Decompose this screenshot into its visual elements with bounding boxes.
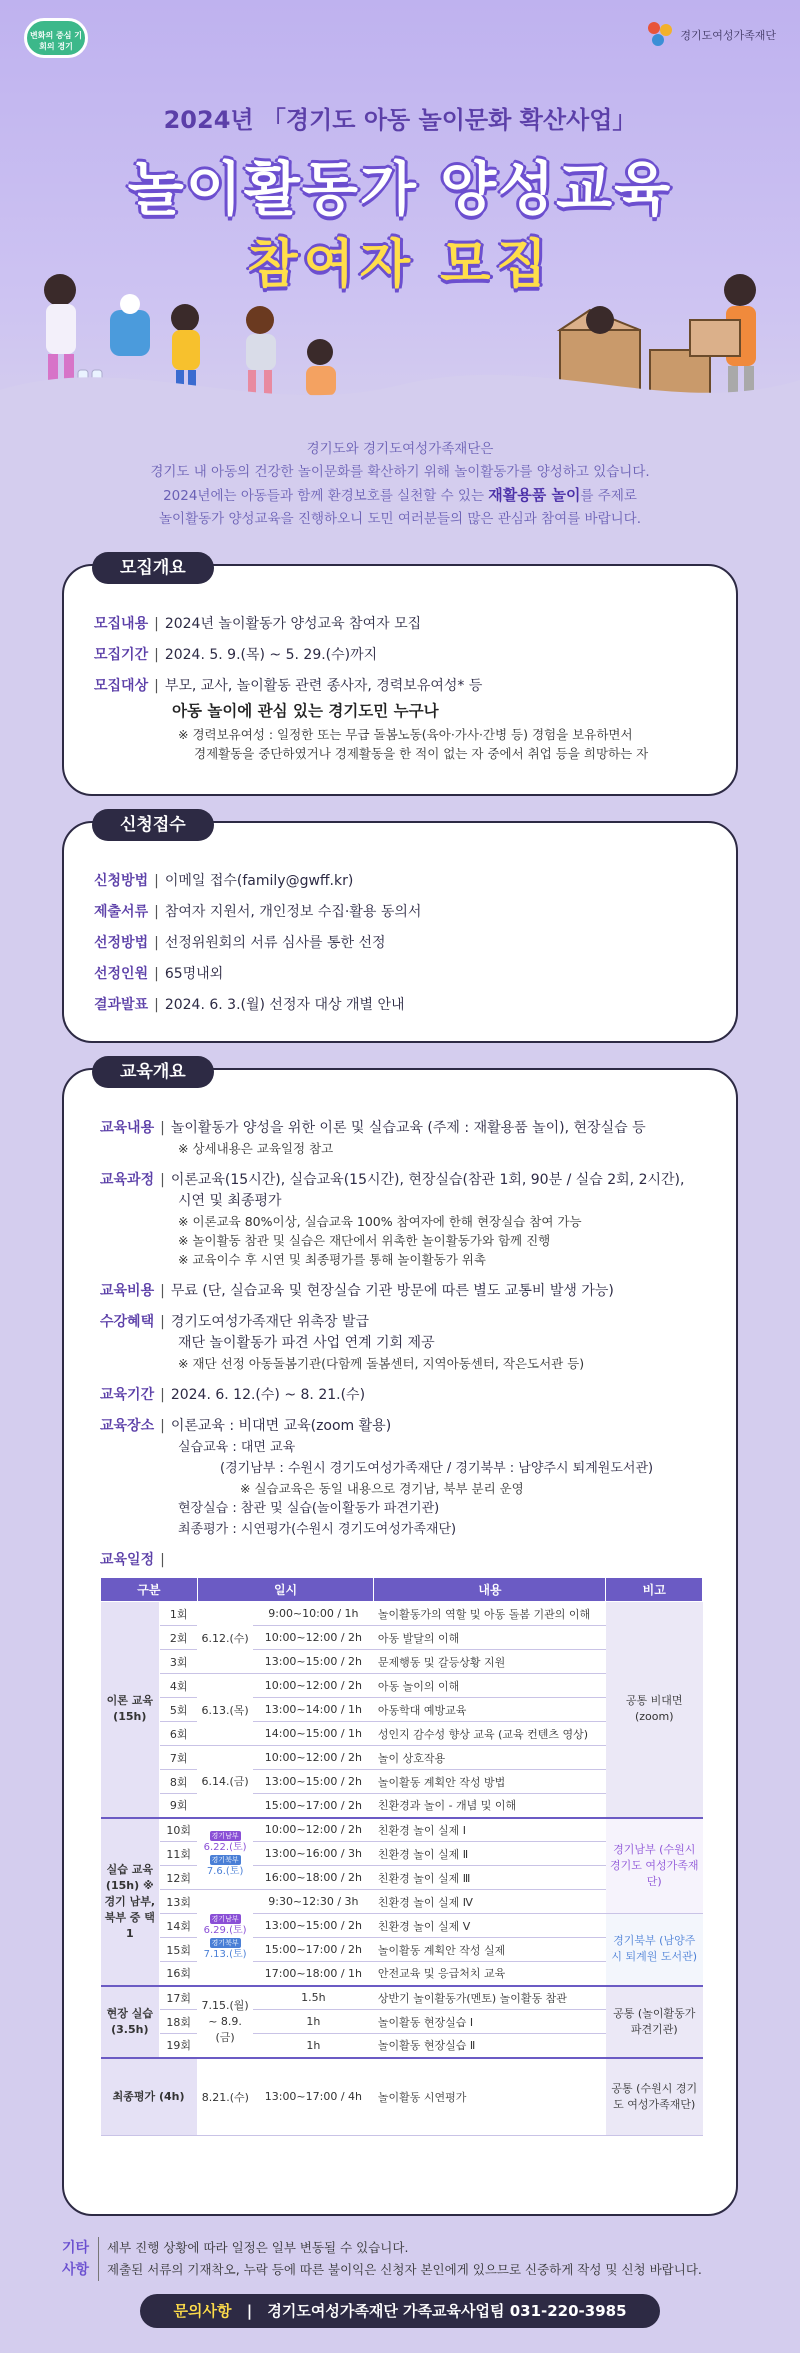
practice-group: 실습 교육 (15h) ※ 경기 남부, 북부 중 택1 [101, 1818, 160, 1986]
table-row: 5회 13:00~14:00 / 1h 아동학대 예방교육 [101, 1698, 703, 1722]
edu-period: 2024. 6. 12.(수) ~ 8. 21.(수) [170, 1387, 366, 1403]
edu-place-line5: 현장실습 : 참관 및 실습(놀이활동가 파견기관) [178, 1501, 440, 1516]
gyeonggi-badge: 변화의 중심 기회의 경기 [24, 18, 88, 58]
edu-course: 이론교육(15시간), 실습교육(15시간), 현장실습(참관 1회, 90분 / 실습 2회, 2시간), [170, 1172, 685, 1188]
theory-group: 이론 교육 (15h) [101, 1602, 160, 1818]
event-subtitle: 2024년 「경기도 아동 놀이문화 확산사업」 [163, 106, 637, 134]
table-row: 현장 실습 (3.5h) 17회 7.15.(월) ~ 8.9.(금) 1.5h 상반기 놀이활동가(멘토) 놀이활동 참관 공통 (놀이활동가 파견기관) [101, 1986, 703, 2010]
table-row: 실습 교육 (15h) ※ 경기 남부, 북부 중 택1 10회 경기남부 6.22.(토) 경기북부 7.6.(토) 10:00~12:00 / 2h 친환경 놀이 실제 Ⅰ 경기남부 (수원시 경기도 여성가족재단) [101, 1818, 703, 1842]
edu-course-note-3: ※ 교육이수 후 시연 및 최종평가를 통해 놀이활동가 위촉 [178, 1252, 486, 1267]
contact-label: 문의사항 [173, 2302, 232, 2320]
org-logo [648, 22, 776, 48]
edu-cost: 무료 (단, 실습교육 및 현장실습 기관 방문에 따른 별도 교통비 발생 가능) [170, 1283, 614, 1299]
apply-tab: 신청접수 [92, 809, 214, 841]
contact-bar: 문의사항 | 경기도여성가족재단 가족교육사업팀 031-220-3985 [140, 2294, 660, 2328]
recruit-content: 2024년 놀이활동가 양성교육 참여자 모집 [164, 616, 422, 632]
theory-note: 공통 비대면 (zoom) [606, 1602, 703, 1818]
table-row: 이론 교육 (15h) 1회 6.12.(수) 9:00~10:00 / 1h 놀이활동가의 역할 및 아동 돌봄 기관의 이해 공통 비대면 (zoom) [101, 1602, 703, 1626]
schedule-table [100, 1577, 703, 2136]
table-row: 최종평가 (4h) 8.21.(수) 13:00~17:00 / 4h 놀이활동 시연평가 공통 (수원시 경기도 여성가족재단) [101, 2058, 703, 2136]
table-row: 4회 6.13.(목) 10:00~12:00 / 2h 아동 놀이의 이해 [101, 1674, 703, 1698]
recruit-period: 2024. 5. 9.(목) ~ 5. 29.(수)까지 [164, 647, 378, 663]
education-section: 교육개요 교육내용 | 놀이활동가 양성을 위한 이론 및 실습교육 (주제 : 재활용품 놀이), 현장실습 등 ※ 상세내용은 교육일정 참고 교육과정 | 이론교육(15시간), 실습교육(15시간), 현장실습(참관 1회, 90분 / 실습 2회, 2시간), 시연 및 최종평가 ※ 이론교육 80%이상, 실습교육 100% 참여자에 한해 현장실습 참여 가능 ※ 놀이활동 참관 및 실습은 재단에서 위촉한 놀이활동가와 함께 진행 ※ 교육이수 후 시연 및 최종평가를 통해 놀이활동가 위촉 교육비용 | 무료 (단, 실습교육 및 현장실습 기관 방문에 따른 별도 교통비 발생 가능) 수강혜택 | 경기도여성가족재단 위촉장 발급 재단 놀이활동가 파견 사업 연계 기회 제공 ※ 재단 선정 아동돌봄기관(다함께 돌봄센터, 지역아동센터, 작은도서관 등) 교육기간 | 2024. 6. 12.(수) ~ 8. 21.(수) 교육장소 | 이론교육 : 비대면 교육(zoom 활용) 실습교육 : 대면 교육 (경기남부 : 수원시 경기도여성가족재단 / 경기북부 : 남양주시 퇴계원도서관) ※ 실습교육은 동일 내용으로 경기남, 북부 분리 운영 현장실습 : 참관 및 실습(놀이활동가 파견기관) 최종평가 : 시연평가(수원시 경기도여성가족재단) 교육일정 | 구분 일시 내용 비고 이론 교육 (15h) 1회 6.12.(수) 9:00~10:00 / 1h 놀이활동가의 역할 및 아동 돌봄 기관의 이해 공통 비대면 (zoom) 2회 10:00~12:00 / 2h 아동 발달의 이해 3회 13:00~15:00 / 2h 문제행동 및 갈등상황 지원 4회 6.13.(목) 10:00~12:00 / 2h 아동 놀이의 이해 5회 13:00~14:00 / 1h 아동학대 예방교육 6회 14:00~15:00 / 1h 성인지 감수성 향상 교육 (교육 컨텐츠 영상) 7회 6.14.(금) 10:00~12:00 / 2h 놀이 상호작용 8회 13:00~15:00 / 2h 놀이활동 계획안 작성 방법 9회 15:00~17:00 / 2h 친환경과 놀이 - 개념 및 이해 실습 교육 (15h) ※ 경기 남부, 북부 중 택1 10회 경기남부 6.22.(토) 경기북부 7.6.(토) 10:00~12:00 / 2h 친환경 놀이 실제 Ⅰ 경기남부 (수원시 경기도 여성가족재단) 11회 13:00~16:00 / 3h 친환경 놀이 실제 Ⅱ 12회 16:00~18:00 / 2h 친환경 놀이 실제 Ⅲ 13회 경기남부 6.29.(토) 경기북부 7.13.(토) 9:30~12:30 / 3h 친환경 놀이 실제 Ⅳ 14회 13:00~15:00 / 2h 친환경 놀이 실제 Ⅴ 경기북부 (남양주시 퇴계원 도서관) 15회 15:00~17:00 / 2h 놀이활동 계획안 작성 실제 16회 17:00~18:00 / 1h 안전교육 및 응급처치 교육 현장 실습 (3.5h) 17회 7.15.(월) ~ 8.9.(금) 1.5h 상반기 놀이활동가(멘토) 놀이활동 참관 공통 (놀이활동가 파견기관) 18회 1h 놀이활동 현장실습 Ⅰ 19회 1h 놀이활동 현장실습 Ⅱ 최종평가 (4h) 8.21.(수) 13:00~17:00 / 4h 놀이활동 시연평가 공통 (수원시 경기도 여성가족재단) [62, 1068, 738, 2216]
schedule-label: 교육일정 [100, 1552, 155, 1568]
org-logo-text: 경기도여성가족재단 [680, 29, 776, 42]
practice-note-north: 경기북부 (남양주시 퇴계원 도서관) [606, 1914, 703, 1986]
table-row: 6회 14:00~15:00 / 1h 성인지 감수성 향상 교육 (교육 컨텐츠 영상) [101, 1722, 703, 1746]
apply-count: 65명내외 [164, 966, 224, 982]
intro-text [0, 438, 800, 531]
table-row: 8회 13:00~15:00 / 2h 놀이활동 계획안 작성 방법 [101, 1770, 703, 1794]
schedule-header-note: 비고 [606, 1578, 703, 1602]
etc-line-1: 세부 진행 상황에 따라 일정은 일부 변동될 수 있습니다. [107, 2240, 409, 2255]
field-group: 현장 실습 (3.5h) [101, 1986, 160, 2058]
schedule-header-type: 구분 [101, 1578, 198, 1602]
apply-result: 2024. 6. 3.(월) 선정자 대상 개별 안내 [164, 997, 405, 1013]
edu-benefit: 경기도여성가족재단 위촉장 발급 [170, 1314, 370, 1330]
recruit-note-1: ※ 경력보유여성 : 일정한 또는 무급 돌봄노동(육아·가사·간병 등) 경험을 보유하면서 [178, 727, 633, 742]
edu-place-note: ※ 실습교육은 동일 내용으로 경기남, 북부 분리 운영 [240, 1481, 524, 1496]
schedule-header-date: 일시 [197, 1578, 374, 1602]
table-row: 12회 16:00~18:00 / 2h 친환경 놀이 실제 Ⅲ [101, 1866, 703, 1890]
recruit-target-emphasis: 아동 놀이에 관심 있는 경기도민 누구나 [172, 702, 439, 720]
north-tag: 경기북부 [211, 1855, 239, 1864]
edu-place-line6: 최종평가 : 시연평가(수원시 경기도여성가족재단) [178, 1522, 457, 1537]
recruit-tab: 모집개요 [92, 552, 214, 584]
edu-benefit-note: ※ 재단 선정 아동돌봄기관(다함께 돌봄센터, 지역아동센터, 작은도서관 등) [178, 1356, 585, 1371]
apply-documents: 참여자 지원서, 개인정보 수집·활용 동의서 [164, 904, 422, 920]
final-note: 공통 (수원시 경기도 여성가족재단) [606, 2058, 703, 2136]
edu-place-line2: 실습교육 : 대면 교육 [178, 1440, 296, 1455]
edu-course-note-2: ※ 놀이활동 참관 및 실습은 재단에서 위촉한 놀이활동가와 함께 진행 [178, 1233, 551, 1248]
hero-banner [0, 0, 800, 420]
table-row: 3회 13:00~15:00 / 2h 문제행동 및 갈등상황 지원 [101, 1650, 703, 1674]
edu-content: 놀이활동가 양성을 위한 이론 및 실습교육 (주제 : 재활용품 놀이), 현장실습 등 [170, 1120, 646, 1136]
table-row: 2회 10:00~12:00 / 2h 아동 발달의 이해 [101, 1626, 703, 1650]
table-row: 16회 17:00~18:00 / 1h 안전교육 및 응급처치 교육 [101, 1962, 703, 1986]
edu-course-line2: 시연 및 최종평가 [178, 1193, 282, 1209]
intro-line-2: 경기도 내 아동의 건강한 놀이문화를 확산하기 위해 놀이활동가를 양성하고 있습니다. [150, 464, 650, 480]
edu-benefit-line2: 재단 놀이활동가 파견 사업 연계 기회 제공 [178, 1335, 435, 1351]
page-title-sub: 참여자 모집 [247, 235, 553, 295]
intro-line-3: 2024년에는 아동들과 함께 환경보호를 실천할 수 있는 재활용품 놀이를 주제로 [163, 486, 637, 504]
intro-line-1: 경기도와 경기도여성가족재단은 [306, 441, 494, 457]
page-title: 놀이활동가 양성교육 [127, 155, 673, 223]
edu-place: 이론교육 : 비대면 교육(zoom 활용) [170, 1418, 392, 1434]
edu-content-note: ※ 상세내용은 교육일정 참고 [178, 1141, 334, 1156]
intro-line-4: 놀이활동가 양성교육을 진행하오니 도민 여러분들의 많은 관심과 참여를 바랍니다. [158, 511, 641, 527]
apply-section: 신청접수 신청방법 | 이메일 접수(family@gwff.kr) 제출서류 | 참여자 지원서, 개인정보 수집·활용 동의서 선정방법 | 선정위원회의 서류 심사를 통한 선정 선정인원 | 65명내외 결과발표 | 2024. 6. 3.(월) 선정자 대상 개별 안내 [62, 821, 738, 1043]
schedule-header-content: 내용 [374, 1578, 606, 1602]
contact-value: 경기도여성가족재단 가족교육사업팀 031-220-3985 [267, 2302, 627, 2320]
wave-divider [0, 330, 800, 430]
apply-selection: 선정위원회의 서류 심사를 통한 선정 [164, 935, 386, 951]
south-tag: 경기남부 [211, 1831, 239, 1840]
table-row: 9회 15:00~17:00 / 2h 친환경과 놀이 - 개념 및 이해 [101, 1794, 703, 1818]
edu-course-note-1: ※ 이론교육 80%이상, 실습교육 100% 참여자에 한해 현장실습 참여 가능 [178, 1214, 582, 1229]
edu-place-line3: (경기남부 : 수원시 경기도여성가족재단 / 경기북부 : 남양주시 퇴계원도서관) [220, 1461, 654, 1476]
table-row: 14회 13:00~15:00 / 2h 친환경 놀이 실제 Ⅴ 경기북부 (남양주시 퇴계원 도서관) [101, 1914, 703, 1938]
recruit-note-2: 경제활동을 중단하였거나 경제활동을 한 적이 없는 자 중에서 취업 등을 희망하는 자 [194, 746, 649, 761]
etc-notes: 기타 사항 세부 진행 상황에 따라 일정은 일부 변동될 수 있습니다. 제출된 서류의 기재착오, 누락 등에 따른 불이익은 신청자 본인에게 있으므로 신중하게 작성 및 신청 바랍니다. [62, 2237, 702, 2281]
final-group: 최종평가 (4h) [101, 2058, 198, 2136]
education-tab: 교육개요 [92, 1056, 214, 1088]
etc-line-2: 제출된 서류의 기재착오, 누락 등에 따른 불이익은 신청자 본인에게 있으므로 신중하게 작성 및 신청 바랍니다. [107, 2262, 702, 2277]
practice-note-south: 경기남부 (수원시 경기도 여성가족재단) [606, 1818, 703, 1914]
apply-method: 이메일 접수(family@gwff.kr) [164, 873, 354, 889]
table-row: 18회 1h 놀이활동 현장실습 Ⅰ [101, 2010, 703, 2034]
table-row: 13회 경기남부 6.29.(토) 경기북부 7.13.(토) 9:30~12:30 / 3h 친환경 놀이 실제 Ⅳ [101, 1890, 703, 1914]
org-logo-icon [648, 22, 674, 48]
table-row: 11회 13:00~16:00 / 3h 친환경 놀이 실제 Ⅱ [101, 1842, 703, 1866]
table-row: 19회 1h 놀이활동 현장실습 Ⅱ [101, 2034, 703, 2058]
recruit-target: 부모, 교사, 놀이활동 관련 종사자, 경력보유여성* 등 [164, 678, 483, 694]
recruit-section: 모집개요 모집내용 | 2024년 놀이활동가 양성교육 참여자 모집 모집기간 | 2024. 5. 9.(목) ~ 5. 29.(수)까지 모집대상 | 부모, 교사, 놀이활동 관련 종사자, 경력보유여성* 등 아동 놀이에 관심 있는 경기도민 누구나 ※ 경력보유여성 : 일정한 또는 무급 돌봄노동(육아·가사·간병 등) 경험을 보유하면서 경제활동을 중단하였거나 경제활동을 한 적이 없는 자 중에서 취업 등을 희망하는 자 [62, 564, 738, 796]
table-row: 15회 15:00~17:00 / 2h 놀이활동 계획안 작성 실제 [101, 1938, 703, 1962]
field-note: 공통 (놀이활동가 파견기관) [606, 1986, 703, 2058]
table-row: 7회 6.14.(금) 10:00~12:00 / 2h 놀이 상호작용 [101, 1746, 703, 1770]
